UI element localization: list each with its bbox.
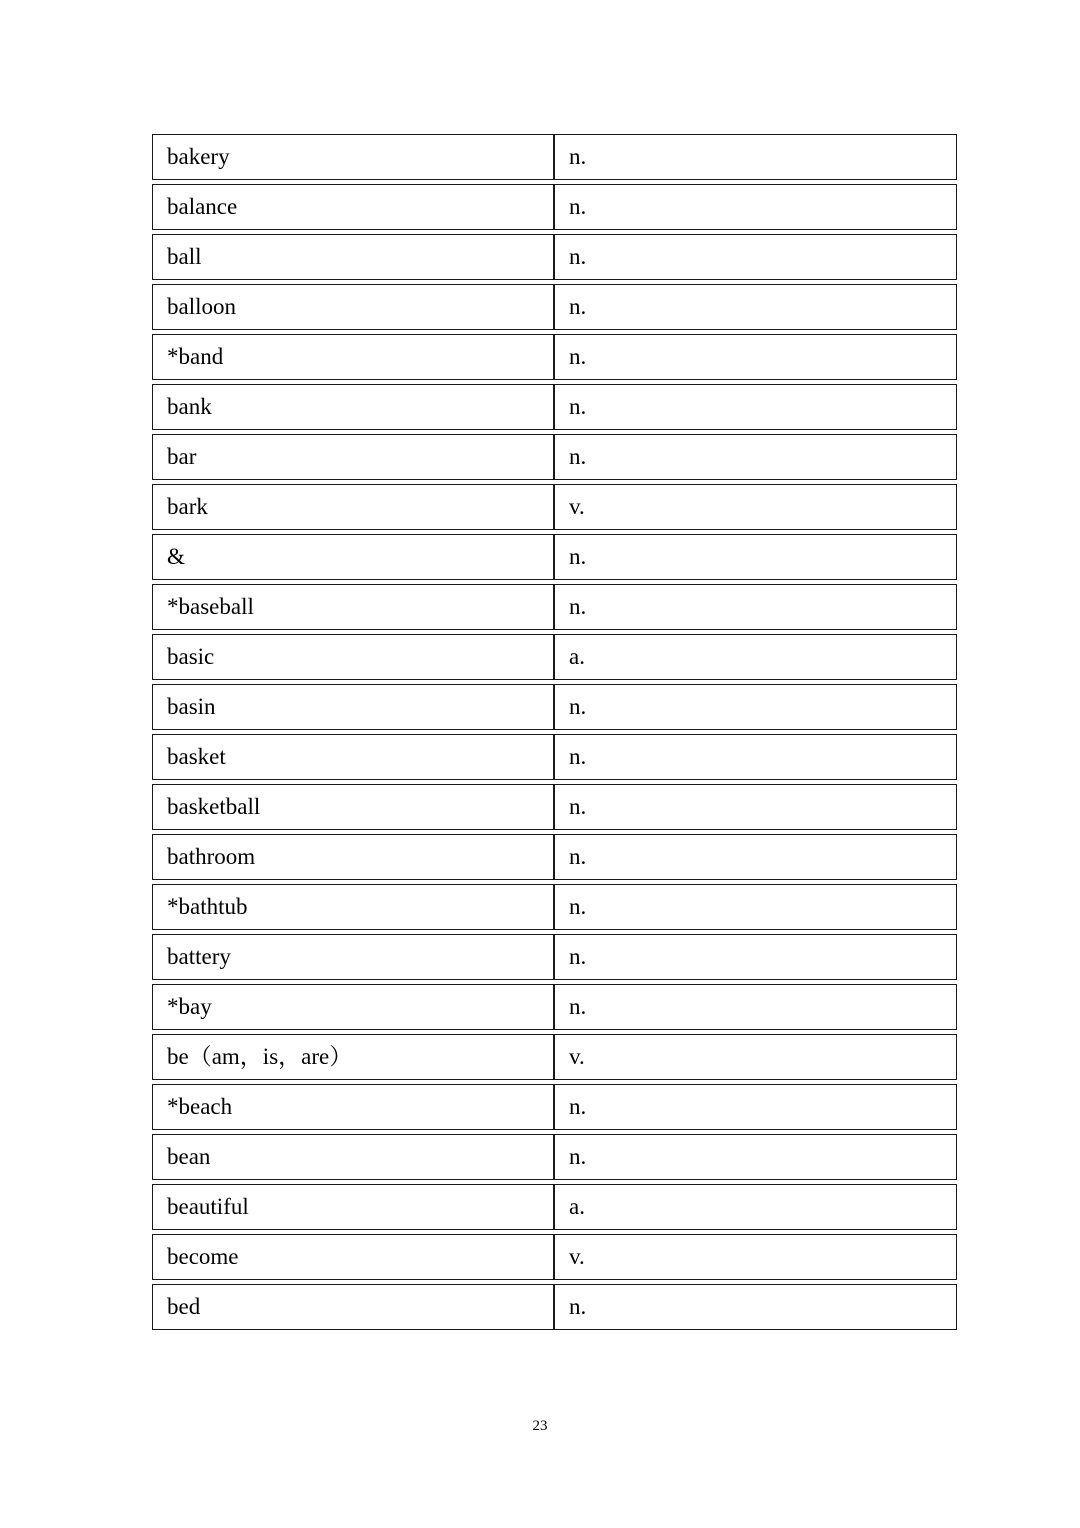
pos-cell: n. <box>554 284 957 330</box>
pos-cell: v. <box>554 1234 957 1280</box>
pos-cell: n. <box>554 1134 957 1180</box>
word-cell: & <box>152 534 554 580</box>
pos-cell: n. <box>554 784 957 830</box>
pos-cell: n. <box>554 134 957 180</box>
pos-cell: n. <box>554 884 957 930</box>
word-cell: *bathtub <box>152 884 554 930</box>
table-row <box>152 884 957 930</box>
table-row <box>152 1284 957 1330</box>
table-row <box>152 334 957 380</box>
word-cell: *beach <box>152 1084 554 1130</box>
pos-cell: n. <box>554 534 957 580</box>
pos-cell: n. <box>554 384 957 430</box>
word-cell: be（am，is，are） <box>152 1034 554 1080</box>
pos-cell: n. <box>554 984 957 1030</box>
word-cell: *band <box>152 334 554 380</box>
vocab-table <box>152 130 957 1334</box>
table-row <box>152 1184 957 1230</box>
word-cell: balloon <box>152 284 554 330</box>
word-cell: bakery <box>152 134 554 180</box>
word-cell: bean <box>152 1134 554 1180</box>
pos-cell: n. <box>554 1084 957 1130</box>
table-row <box>152 1134 957 1180</box>
table-row <box>152 834 957 880</box>
table-row <box>152 784 957 830</box>
table-row <box>152 984 957 1030</box>
word-cell: basic <box>152 634 554 680</box>
table-row <box>152 484 957 530</box>
pos-cell: n. <box>554 584 957 630</box>
table-row <box>152 134 957 180</box>
table-row <box>152 284 957 330</box>
pos-cell: n. <box>554 184 957 230</box>
table-row <box>152 934 957 980</box>
pos-cell: v. <box>554 1034 957 1080</box>
pos-cell: a. <box>554 1184 957 1230</box>
table-row <box>152 634 957 680</box>
word-cell: ball <box>152 234 554 280</box>
pos-cell: n. <box>554 934 957 980</box>
word-cell: bank <box>152 384 554 430</box>
table-row <box>152 734 957 780</box>
word-cell: bed <box>152 1284 554 1330</box>
table-row <box>152 384 957 430</box>
pos-cell: n. <box>554 684 957 730</box>
pos-cell: n. <box>554 834 957 880</box>
word-cell: *bay <box>152 984 554 1030</box>
table-row <box>152 534 957 580</box>
word-cell: battery <box>152 934 554 980</box>
word-cell: basket <box>152 734 554 780</box>
pos-cell: v. <box>554 484 957 530</box>
table-row <box>152 684 957 730</box>
table-row <box>152 184 957 230</box>
word-cell: bark <box>152 484 554 530</box>
word-cell: bar <box>152 434 554 480</box>
pos-cell: n. <box>554 734 957 780</box>
table-row <box>152 1234 957 1280</box>
word-cell: *baseball <box>152 584 554 630</box>
word-cell: basketball <box>152 784 554 830</box>
word-cell: bathroom <box>152 834 554 880</box>
pos-cell: a. <box>554 634 957 680</box>
word-cell: basin <box>152 684 554 730</box>
pos-cell: n. <box>554 434 957 480</box>
table-row <box>152 434 957 480</box>
word-cell: balance <box>152 184 554 230</box>
pos-cell: n. <box>554 1284 957 1330</box>
page-number: 23 <box>532 1418 548 1434</box>
table-row <box>152 1034 957 1080</box>
table-row <box>152 584 957 630</box>
word-cell: beautiful <box>152 1184 554 1230</box>
pos-cell: n. <box>554 334 957 380</box>
word-cell: become <box>152 1234 554 1280</box>
table-row <box>152 1084 957 1130</box>
table-row <box>152 234 957 280</box>
pos-cell: n. <box>554 234 957 280</box>
vocab-table-body <box>152 134 957 1330</box>
